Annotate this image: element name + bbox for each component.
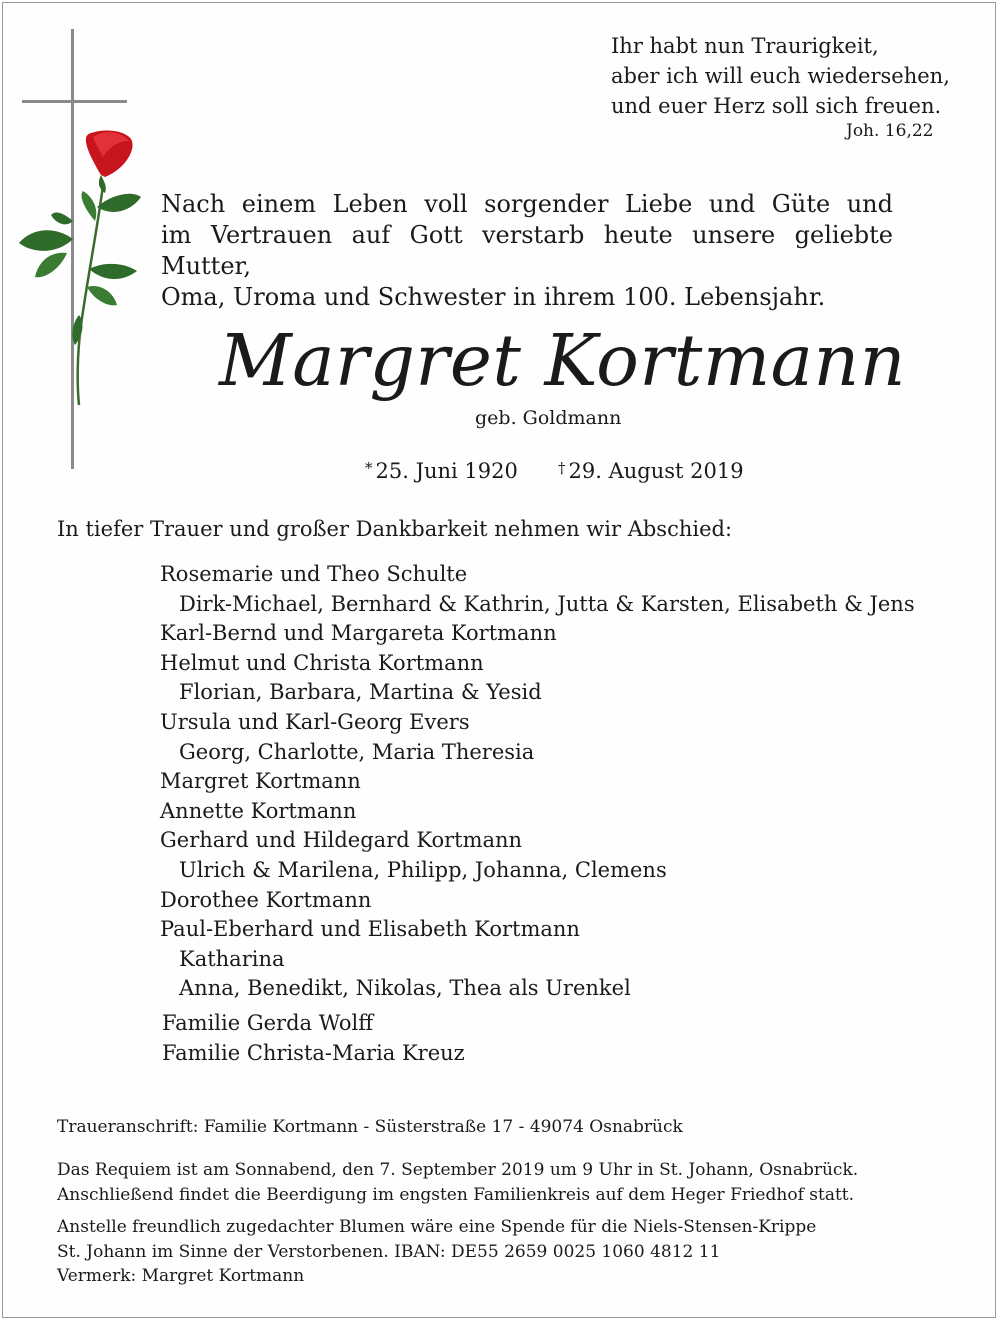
birth-symbol: * [365, 459, 373, 477]
mourner-subentry: Florian, Barbara, Martina & Yesid [179, 680, 542, 705]
mourner-entry: Ursula und Karl-Georg Evers [160, 709, 470, 734]
cross-with-rose-icon [13, 25, 153, 475]
verse-line: Ihr habt nun Traurigkeit, [611, 34, 879, 58]
death-symbol: † [558, 459, 566, 477]
mourner-entry: Gerhard und Hildegard Kortmann [160, 828, 523, 853]
mourners-list [160, 560, 915, 1004]
farewell-text: In tiefer Trauer und großer Dankbarkeit nehmen wir Abschied: [57, 517, 733, 541]
mourners-extra-list [162, 1009, 465, 1068]
mourner-entry: Dorothee Kortmann [160, 887, 372, 912]
service-line: Anschließend findet die Beerdigung im engsten Familienkreis auf dem Heger Friedhof statt. [57, 1184, 855, 1205]
intro-line: im Vertrauen auf Gott verstarb heute unsere geliebte Mutter, [161, 221, 893, 280]
service-notes [57, 1158, 858, 1289]
deceased-name: Margret Kortmann [219, 319, 906, 402]
mourner-entry: Karl-Bernd und Margareta Kortmann [160, 621, 557, 646]
rose-icon [19, 131, 141, 405]
mourner-entry: Margret Kortmann [160, 769, 361, 794]
mourner-entry: Familie Christa-Maria Kreuz [162, 1040, 465, 1065]
service-line: Das Requiem ist am Sonnabend, den 7. September 2019 um 9 Uhr in St. Johann, Osnabrück. [57, 1160, 859, 1180]
mourner-subentry: Anna, Benedikt, Nikolas, Thea als Urenkel [179, 976, 631, 1001]
mourner-subentry: Dirk-Michael, Bernhard & Kathrin, Jutta & Karsten, Elisabeth & Jens [179, 591, 915, 616]
donation-line: Anstelle freundlich zugedachter Blumen wäre eine Spende für die Niels-Stensen-Krippe [57, 1217, 817, 1237]
intro-line: Oma, Uroma und Schwester in ihrem 100. Lebensjahr. [161, 283, 826, 311]
mourner-entry: Familie Gerda Wolff [162, 1011, 374, 1035]
mourner-subentry: Katharina [179, 946, 285, 971]
mourner-subentry: Ulrich & Marilena, Philipp, Johanna, Clemens [179, 857, 667, 882]
obituary-notice [2, 2, 996, 1318]
mourner-subentry: Georg, Charlotte, Maria Theresia [179, 739, 535, 764]
maiden-name: geb. Goldmann [475, 407, 622, 429]
mourner-entry: Rosemarie und Theo Schulte [160, 562, 468, 586]
mourner-entry: Helmut und Christa Kortmann [160, 650, 484, 675]
death-info [558, 459, 744, 483]
verse-reference: Joh. 16,22 [846, 121, 934, 141]
intro-line: Nach einem Leben voll sorgender Liebe und Güte und [161, 190, 893, 218]
intro-text [161, 189, 893, 313]
donation-line: Vermerk: Margret Kortmann [57, 1266, 305, 1286]
donation-line: St. Johann im Sinne der Verstorbenen. IBAN: DE55 2659 0025 1060 4812 11 [57, 1241, 721, 1262]
verse-line: aber ich will euch wiedersehen, [611, 64, 950, 88]
death-date: 29. August 2019 [568, 459, 744, 483]
mourner-entry: Paul-Eberhard und Elisabeth Kortmann [160, 917, 580, 942]
verse-line: und euer Herz soll sich freuen. [611, 94, 942, 118]
mourner-entry: Annette Kortmann [160, 798, 357, 823]
birth-date: 25. Juni 1920 [375, 459, 518, 483]
birth-info [365, 459, 518, 483]
bible-verse [611, 31, 950, 121]
mourning-address: Traueranschrift: Familie Kortmann - Süsterstraße 17 - 49074 Osnabrück [57, 1117, 683, 1137]
